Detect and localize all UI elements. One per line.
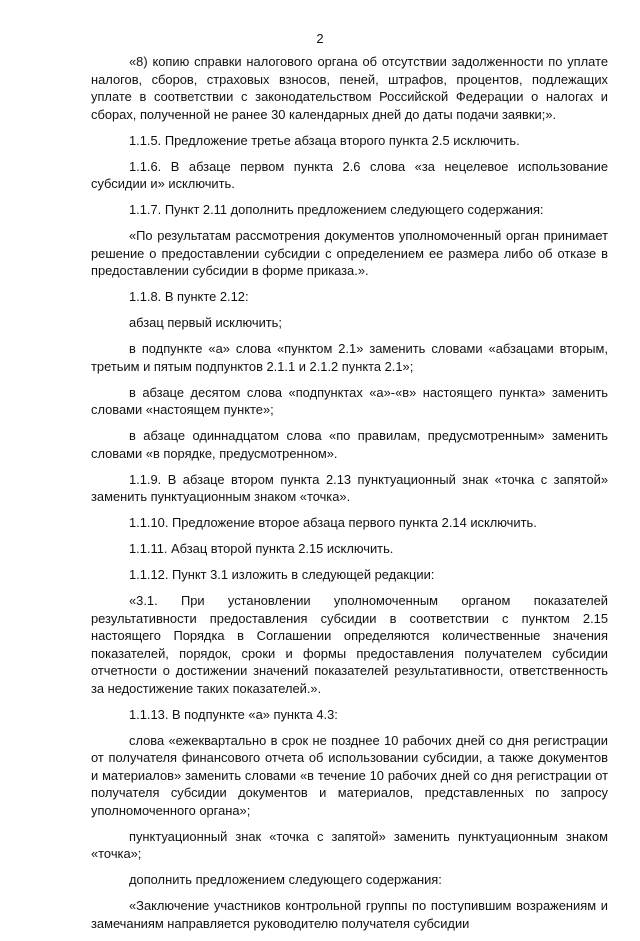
paragraph: «По результатам рассмотрения документов уполномоченный орган принимает решение о предоставлении субсидии с определением ее размера либо об отказе в предоставлении субсидии в форме приказа.». [91, 228, 608, 278]
paragraph: «8) копию справки налогового органа об отсутствии задолженности по уплате налогов, сборов, страховых взносов, пеней, штрафов, процентов, подлежащих уплате в соответствии с законодательством Российской Федерации о налогах и сборах, полученной не ранее 30 календарных дней до даты подачи заявки;». [91, 54, 608, 122]
paragraph: в абзаце одиннадцатом слова «по правилам, предусмотренным» заменить словами «в порядке, предусмотренном». [91, 428, 608, 461]
paragraph: 1.1.13. В подпункте «а» пункта 4.3: [129, 706, 338, 722]
paragraph: «Заключение участников контрольной группы по поступившим возражениям и замечаниям направляется руководителю получателя субсидии [91, 898, 608, 931]
paragraph: «3.1. При установлении уполномоченным органом показателей результативности предоставления субсидии в соответствии с пунктом 2.15 настоящего Порядка в Соглашении определяются количественные значения показателей, порядок, сроки и формы предоставления получателем субсидии отчетности о достижении значений показателей результативности, ответственность за недостижение таких показателей.». [91, 593, 608, 696]
paragraph: абзац первый исключить; [129, 315, 282, 330]
paragraph: 1.1.9. В абзаце втором пункта 2.13 пунктуационный знак «точка с запятой» заменить пунктуационным знаком «точка». [91, 471, 608, 504]
document-body [91, 53, 608, 941]
page-number: 2 [316, 31, 324, 46]
paragraph: пунктуационный знак «точка с запятой» заменить пунктуационным знаком «точка»; [91, 828, 608, 861]
paragraph: в подпункте «а» слова «пунктом 2.1» заменить словами «абзацами вторым, третьим и пятым подпунктов 2.1.1 и 2.1.2 пункта 2.1»; [91, 341, 608, 374]
paragraph: дополнить предложением следующего содержания: [129, 872, 442, 887]
paragraph: слова «ежеквартально в срок не позднее 10 рабочих дней со дня регистрации от получателя финансового отчета об использовании субсидии, а также документов и материалов» заменить словами «в течение 10 рабочих дней со дня регистрации от получателя субсидии документов и материалов, представленных по запросу уполномоченного органа»; [91, 732, 608, 818]
paragraph: 1.1.7. Пункт 2.11 дополнить предложением следующего содержания: [129, 202, 544, 217]
paragraph: в абзаце десятом слова «подпунктах «а»-«в» настоящего пункта» заменить словами «настоящем пункте»; [91, 384, 608, 417]
paragraph: 1.1.10. Предложение второе абзаца первого пункта 2.14 исключить. [129, 515, 537, 530]
paragraph: 1.1.5. Предложение третье абзаца второго пункта 2.5 исключить. [129, 132, 520, 148]
paragraph: 1.1.11. Абзац второй пункта 2.15 исключить. [129, 541, 394, 556]
paragraph: 1.1.12. Пункт 3.1 изложить в следующей редакции: [129, 567, 435, 582]
paragraph: 1.1.8. В пункте 2.12: [129, 289, 249, 304]
paragraph: 1.1.6. В абзаце первом пункта 2.6 слова «за нецелевое использование субсидии и» исключить. [91, 158, 608, 191]
